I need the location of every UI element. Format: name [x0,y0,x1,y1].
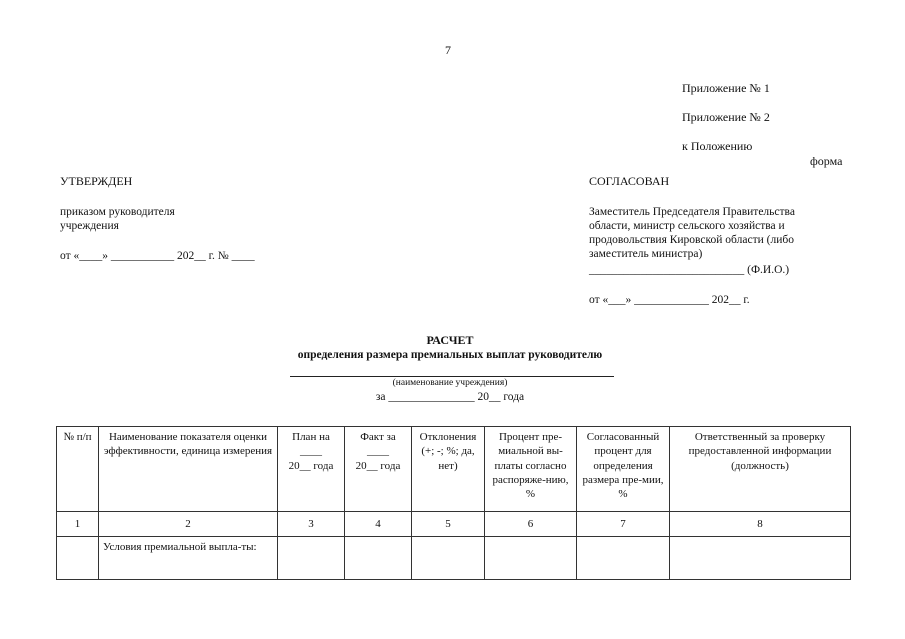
table-cell [412,537,485,580]
appendix-2-label: Приложение № 2 [682,110,770,124]
table-cell [278,537,345,580]
table-row [57,537,851,580]
approved-line-1: приказом руководителя [60,206,175,218]
column-number-7: 7 [577,512,670,537]
header-plan-blank: ____ [300,445,322,458]
header-plan-label: План на [292,431,330,443]
table-cell [577,537,670,580]
form-label: форма [810,154,843,168]
period-line: за _______________ 20__ года [375,391,525,403]
approved-date-line: от «____» ___________ 202__ г. № ____ [60,250,255,262]
table-number-row [57,512,851,537]
header-fact [345,427,412,512]
agreed-line-1: Заместитель Председателя Правительства [589,206,795,218]
header-plan [278,427,345,512]
table-cell [485,537,577,580]
page-number: 7 [445,43,451,57]
column-number-6: 6 [485,512,577,537]
column-number-8: 8 [670,512,851,537]
header-fact-label: Факт за [360,431,396,443]
table-header-row [57,427,851,512]
agreed-heading: СОГЛАСОВАН [589,174,670,188]
column-number-1: 1 [57,512,99,537]
table-cell [57,537,99,580]
column-number-4: 4 [345,512,412,537]
condition-cell: Условия премиальной выпла-ты: [99,537,278,580]
appendix-1-label: Приложение № 1 [682,81,770,95]
to-regulation-label: к Положению [682,139,753,153]
approved-line-2: учреждения [60,220,119,232]
agreed-line-2: области, министр сельского хозяйства и [589,220,785,232]
column-number-2: 2 [99,512,278,537]
table-cell [345,537,412,580]
agreed-date-line: от «___» _____________ 202__ г. [589,294,750,306]
header-bonus-percent: Процент пре-миальной вы-платы согласно распоряже-нию, % [485,427,577,512]
header-agreed-percent: Согласованный процент для определения размера пре-мии, % [577,427,670,512]
column-number-3: 3 [278,512,345,537]
institution-caption: (наименование учреждения) [392,378,508,388]
header-fact-year: 20__ года [355,459,401,472]
document-title: РАСЧЕТ [426,333,474,347]
header-plan-year: 20__ года [288,459,334,472]
agreed-signature-line: ___________________________ (Ф.И.О.) [589,264,790,276]
header-deviations: Отклонения (+; -; %; да, нет) [412,427,485,512]
agreed-line-3: продовольствия Кировской области (либо [589,234,794,246]
approved-heading: УТВЕРЖДЕН [60,174,133,188]
header-fact-blank: ____ [367,445,389,458]
column-number-5: 5 [412,512,485,537]
header-responsible: Ответственный за проверку предоставленной информации (должность) [670,427,851,512]
table-cell [670,537,851,580]
header-number: № п/п [57,427,99,512]
document-subtitle: определения размера премиальных выплат руководителю [297,349,603,361]
agreed-line-4: заместитель министра) [589,248,703,260]
header-indicator-name: Наименование показателя оценки эффективности, единица измерения [99,427,278,512]
calculation-table [56,426,851,580]
